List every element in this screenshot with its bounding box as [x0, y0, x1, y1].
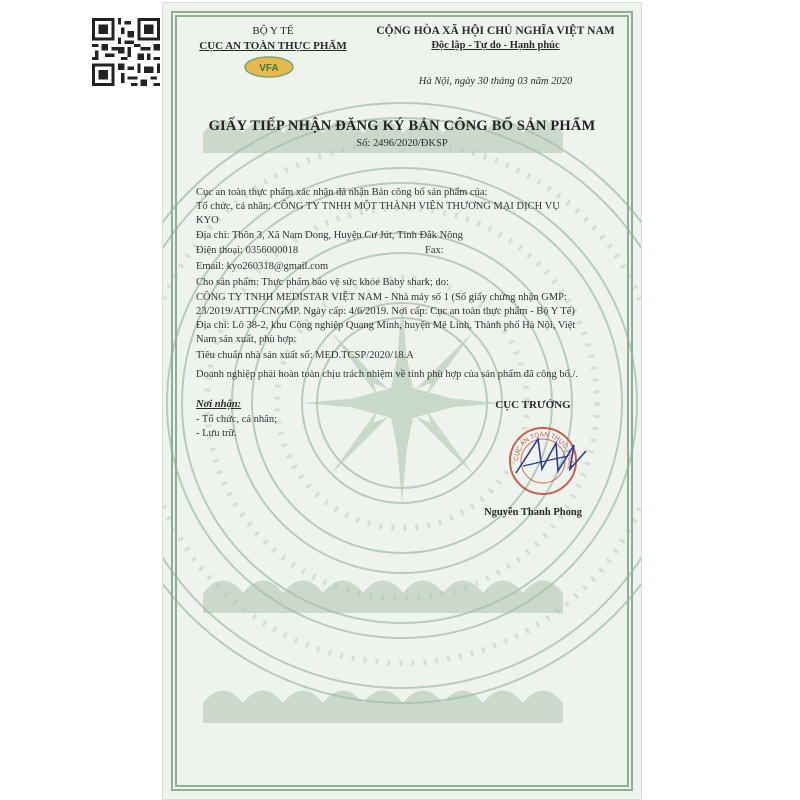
signer-position: CỤC TRƯỞNG	[495, 399, 571, 411]
recipient-item: - Tổ chức, cá nhân;	[196, 414, 278, 425]
body-line-phone: Điện thoại: 0356000018	[196, 245, 299, 256]
signer-name: Nguyễn Thanh Phong	[484, 507, 582, 518]
vfa-logo	[243, 55, 295, 79]
certificate-document	[162, 2, 642, 800]
qr-code	[92, 18, 160, 86]
body-line-made-in: Nam sản xuất, phù hợp:	[196, 334, 297, 345]
registration-number: Số: 2496/2020/ĐKSP	[356, 138, 448, 149]
issue-date: Hà Nội, ngày 30 tháng 03 năm 2020	[418, 76, 573, 87]
agency-name: CỤC AN TOÀN THỰC PHẨM	[199, 40, 347, 52]
body-line-standard: Tiêu chuẩn nhà sản xuất số: MED.TCSP/2020/18.A	[196, 350, 414, 361]
vfa-logo-text: VFA	[259, 63, 279, 74]
ministry-name: BỘ Y TẾ	[252, 25, 294, 37]
document-title: GIẤY TIẾP NHẬN ĐĂNG KÝ BẢN CÔNG BỐ SẢN PHẨM	[208, 118, 596, 134]
recipients-heading: Nơi nhận:	[196, 399, 242, 410]
body-line-manufacturer-address: Địa chỉ: Lô 38-2, khu Công nghiệp Quang Minh, huyện Mê Linh, Thành phố Hà Nội, Việt	[196, 320, 576, 331]
stamp-text: CỤC AN TOÀN THỰC PHẨM	[512, 431, 574, 471]
national-motto: Độc lập - Tự do - Hạnh phúc	[431, 40, 560, 51]
body-line-gmp: 23/2019/ATTP-CNGMP. Ngày cấp: 4/6/2019. Nơi cấp: Cục an toàn thực phẩm - Bộ Y Tế)	[196, 306, 575, 317]
country-name: CỘNG HÒA XÃ HỘI CHỦ NGHĨA VIỆT NAM	[376, 25, 615, 37]
body-line-manufacturer: CÔNG TY TNHH MEDISTAR VIỆT NAM - Nhà máy số 1 (Số giấy chứng nhận GMP:	[196, 292, 567, 303]
body-line-responsibility: Doanh nghiệp phải hoàn toàn chịu trách nhiệm về tính phù hợp của sản phẩm đã công bố./.	[196, 369, 578, 380]
body-line-2: Tổ chức, cá nhân: CÔNG TY TNHH MỘT THÀNH VIÊN THƯƠNG MẠI DỊCH VỤ	[196, 201, 560, 212]
official-stamp	[498, 421, 588, 501]
body-line-email: Email: kyo260318@gmail.com	[196, 261, 329, 272]
body-line-1: Cục an toàn thực phẩm xác nhận đã nhận Bản công bố sản phẩm của:	[196, 187, 488, 198]
body-line-address: Địa chỉ: Thôn 3, Xã Nam Dong, Huyện Cư Jút, Tỉnh Đắk Nông	[196, 230, 463, 241]
body-line-fax: Fax:	[425, 245, 444, 256]
body-line-3: KYO	[196, 215, 219, 226]
body-line-product: Cho sản phẩm: Thực phẩm bảo vệ sức khỏe Baby shark; do:	[196, 277, 449, 288]
recipient-item: - Lưu trữ.	[196, 428, 237, 439]
